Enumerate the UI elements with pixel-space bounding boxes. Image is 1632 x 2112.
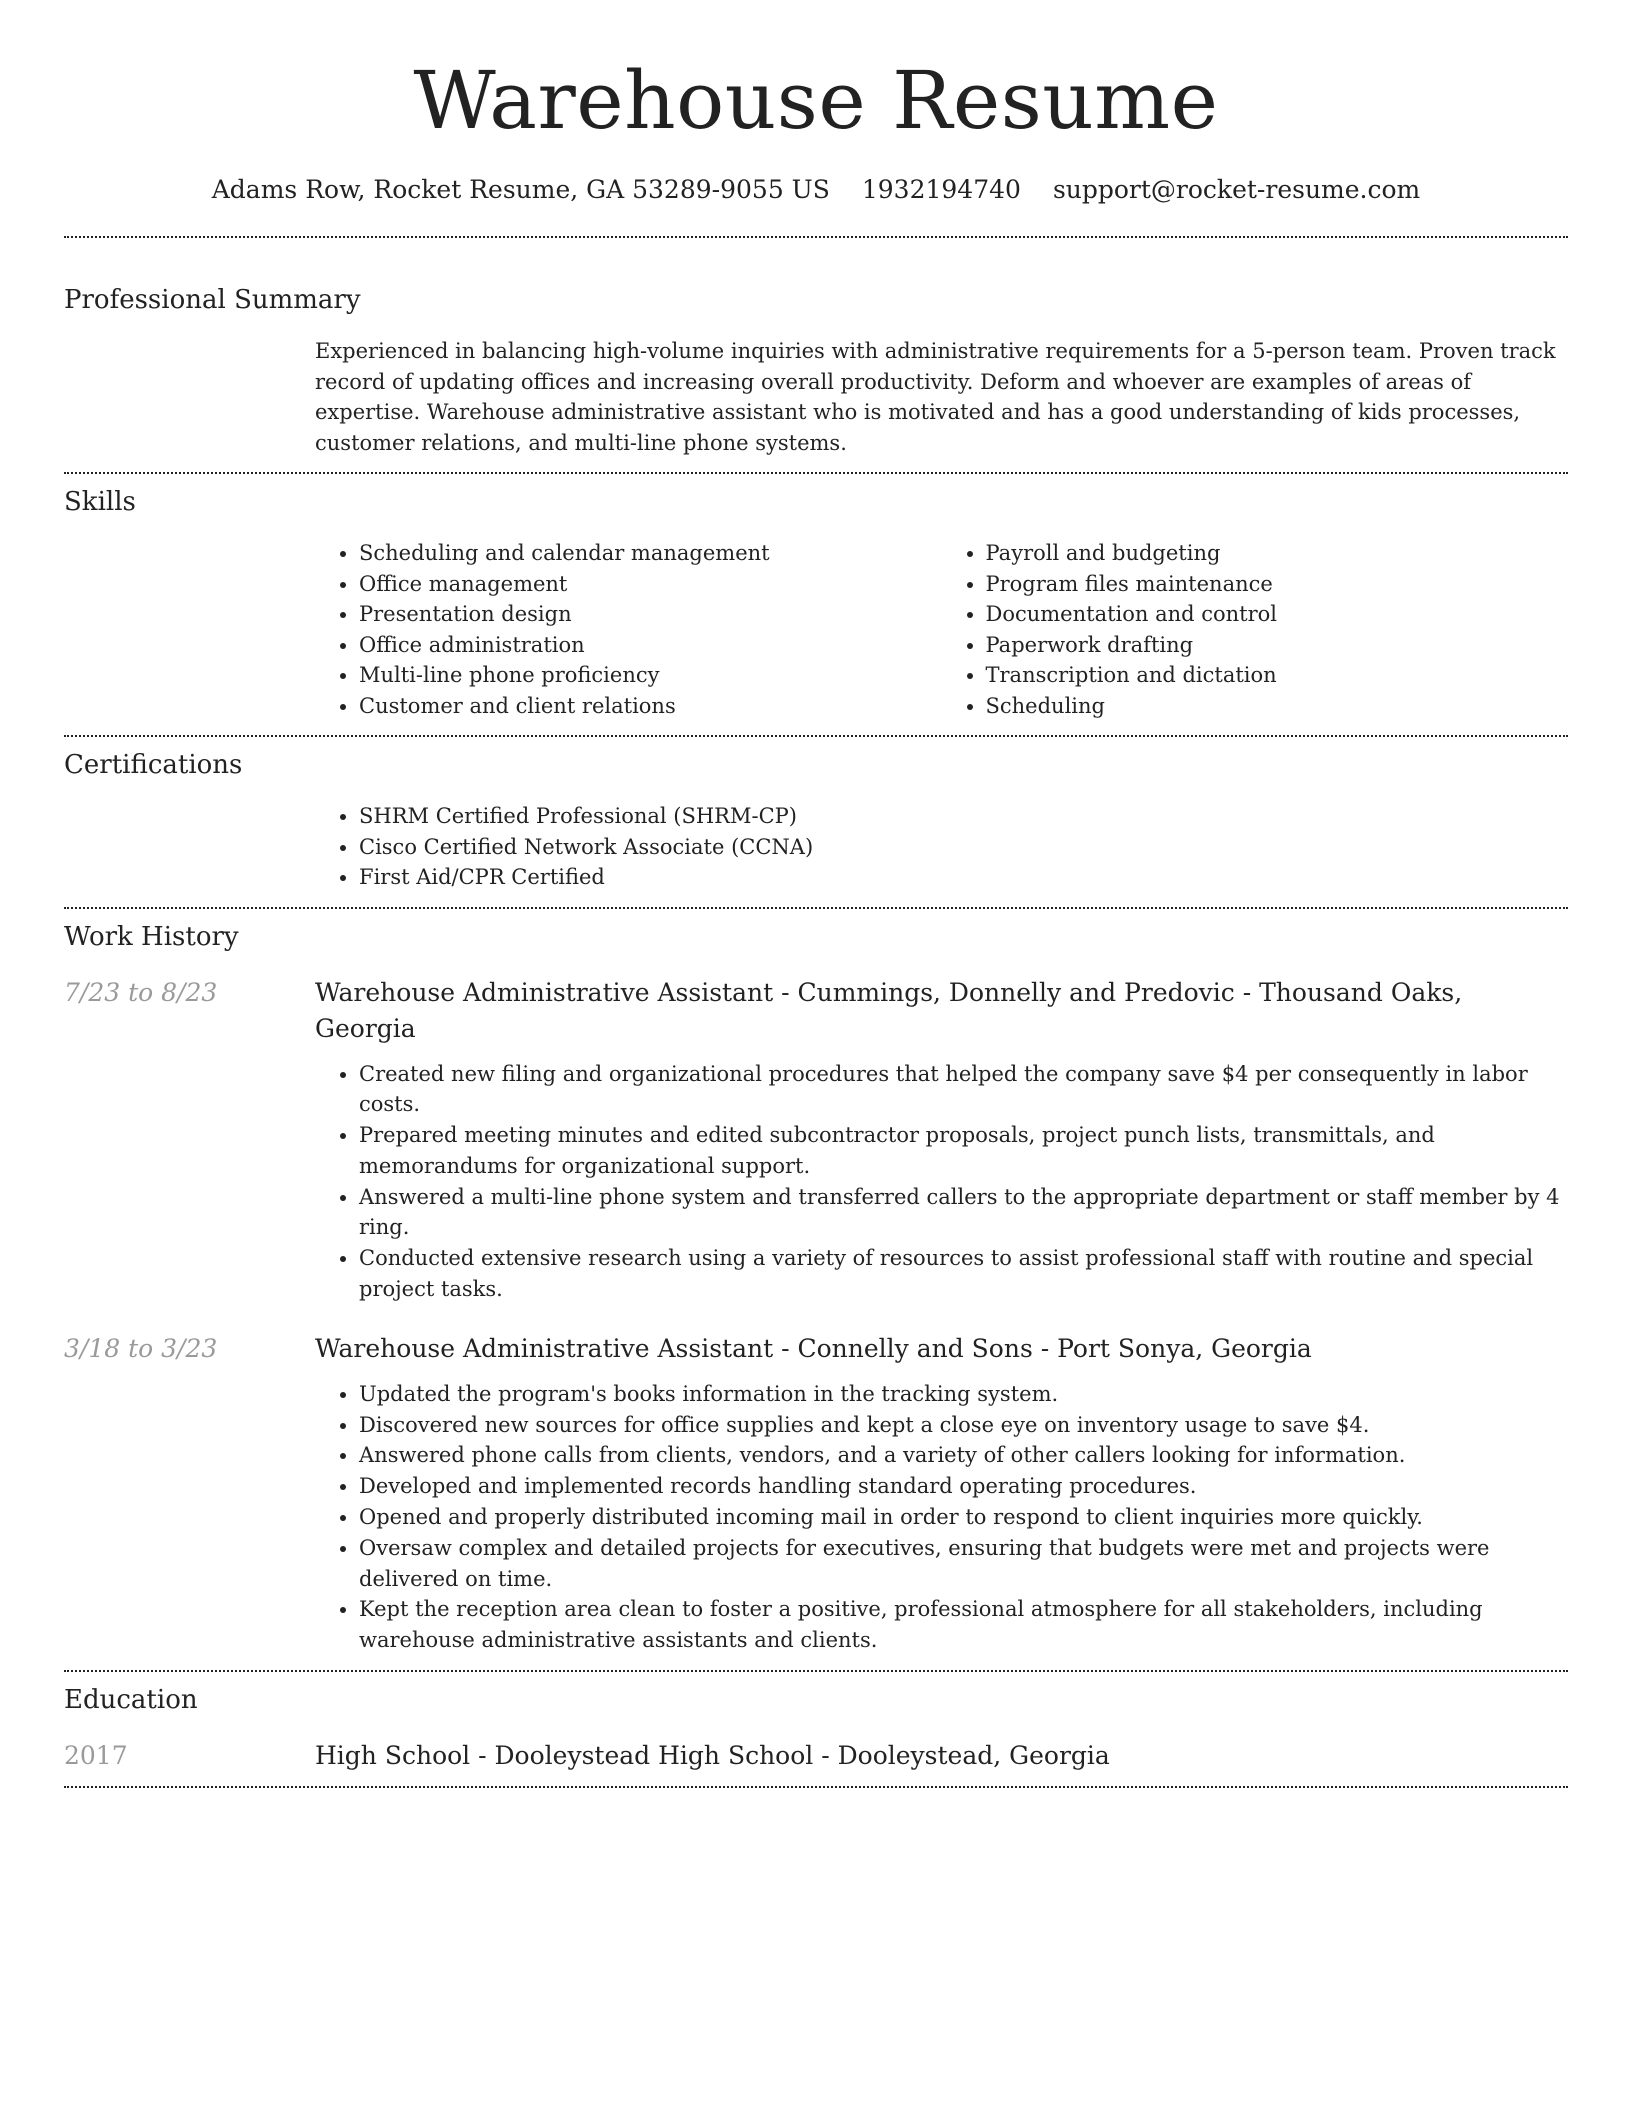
skill-item: • Program files maintenance	[986, 569, 1569, 600]
skill-item: • Documentation and control	[986, 599, 1569, 630]
certifications-heading: Certifications	[64, 750, 243, 780]
job-bullet: • Oversaw complex and detailed projects for executives, ensuring that budgets were met and projects were delivered on time.	[359, 1533, 1568, 1595]
skill-item: • Transcription and dictation	[986, 660, 1569, 691]
job-dates: 7/23 to 8/23	[64, 977, 218, 1007]
job-bullets	[315, 1379, 1568, 1656]
job-title: Warehouse Administrative Assistant - Cummings, Donnelly and Predovic - Thousand Oaks, Georgia	[315, 977, 1463, 1043]
skills-column-left	[315, 538, 942, 721]
candidate-name: Warehouse Resume	[413, 54, 1219, 147]
contact-phone: 1932194740	[861, 175, 1021, 204]
work-history-section	[64, 909, 1568, 1671]
skill-item: • Paperwork drafting	[986, 630, 1569, 661]
divider	[64, 1786, 1568, 1788]
job-bullet: • Prepared meeting minutes and edited subcontractor proposals, project punch lists, transmittals, and memorandums for organizational support.	[359, 1120, 1568, 1182]
certification-item: • SHRM Certified Professional (SHRM-CP)	[359, 801, 1568, 832]
skill-item: • Payroll and budgeting	[986, 538, 1569, 569]
summary-heading: Professional Summary	[64, 285, 361, 315]
skills-column-right	[942, 538, 1569, 721]
contact-line	[64, 172, 1568, 208]
job-bullet: • Discovered new sources for office supplies and kept a close eye on inventory usage to save $4.	[359, 1410, 1568, 1441]
job-bullet: • Answered a multi-line phone system and transferred callers to the appropriate department or staff member by 4 ring.	[359, 1182, 1568, 1244]
summary-section	[64, 238, 1568, 472]
skill-item: • Scheduling	[986, 691, 1569, 722]
skill-item: • Presentation design	[359, 599, 942, 630]
contact-address: Adams Row, Rocket Resume, GA 53289-9055 US	[211, 175, 830, 204]
job-bullets	[315, 1059, 1568, 1305]
job-title: Warehouse Administrative Assistant - Connelly and Sons - Port Sonya, Georgia	[315, 1333, 1312, 1363]
skill-item: • Office management	[359, 569, 942, 600]
work-history-heading: Work History	[64, 921, 239, 952]
job-bullet: • Conducted extensive research using a variety of resources to assist professional staff with routine and special project tasks.	[359, 1243, 1568, 1305]
skill-item: • Customer and client relations	[359, 691, 942, 722]
education-section	[64, 1672, 1568, 1786]
job-bullet: • Kept the reception area clean to foster a positive, professional atmosphere for all stakeholders, including warehouse administrative assistants and clients.	[359, 1594, 1568, 1656]
skill-item: • Office administration	[359, 630, 942, 661]
job-bullet: • Answered phone calls from clients, vendors, and a variety of other callers looking for information.	[359, 1440, 1568, 1471]
job-details	[315, 1331, 1568, 1656]
skill-item: • Multi-line phone proficiency	[359, 660, 942, 691]
certifications-list	[315, 801, 1568, 907]
skills-section	[64, 474, 1568, 735]
skill-item: • Scheduling and calendar management	[359, 538, 942, 569]
resume-header	[64, 0, 1568, 208]
skills-heading: Skills	[64, 487, 136, 517]
education-title: High School - Dooleystead High School - Dooleystead, Georgia	[315, 1741, 1110, 1771]
skills-list	[315, 538, 1568, 735]
job-details	[315, 975, 1568, 1305]
job-bullet: • Updated the program's books information in the tracking system.	[359, 1379, 1568, 1410]
job-entry	[64, 1331, 1568, 1670]
education-year: 2017	[64, 1741, 128, 1771]
certification-item: • First Aid/CPR Certified	[359, 862, 1568, 893]
education-heading: Education	[64, 1685, 198, 1716]
job-entry	[64, 975, 1568, 1305]
education-details	[315, 1738, 1568, 1774]
contact-email: support@rocket-resume.com	[1052, 175, 1421, 204]
education-entry	[64, 1738, 1568, 1786]
certification-item: • Cisco Certified Network Associate (CCNA)	[359, 832, 1568, 863]
job-bullet: • Developed and implemented records handling standard operating procedures.	[359, 1471, 1568, 1502]
summary-text: Experienced in balancing high-volume inquiries with administrative requirements for a 5-person team. Proven track record of updating offices and increasing overall productivity. Deform and whoever are examples of areas of expertise. Warehouse administrative assistant who is motivated and has a good understanding of kids processes, customer relations, and multi-line phone systems.	[315, 339, 1556, 455]
certifications-section	[64, 737, 1568, 907]
job-bullet: • Created new filing and organizational procedures that helped the company save $4 per consequently in labor costs.	[359, 1059, 1568, 1121]
job-bullet: • Opened and properly distributed incoming mail in order to respond to client inquiries more quickly.	[359, 1502, 1568, 1533]
job-dates: 3/18 to 3/23	[64, 1333, 218, 1363]
